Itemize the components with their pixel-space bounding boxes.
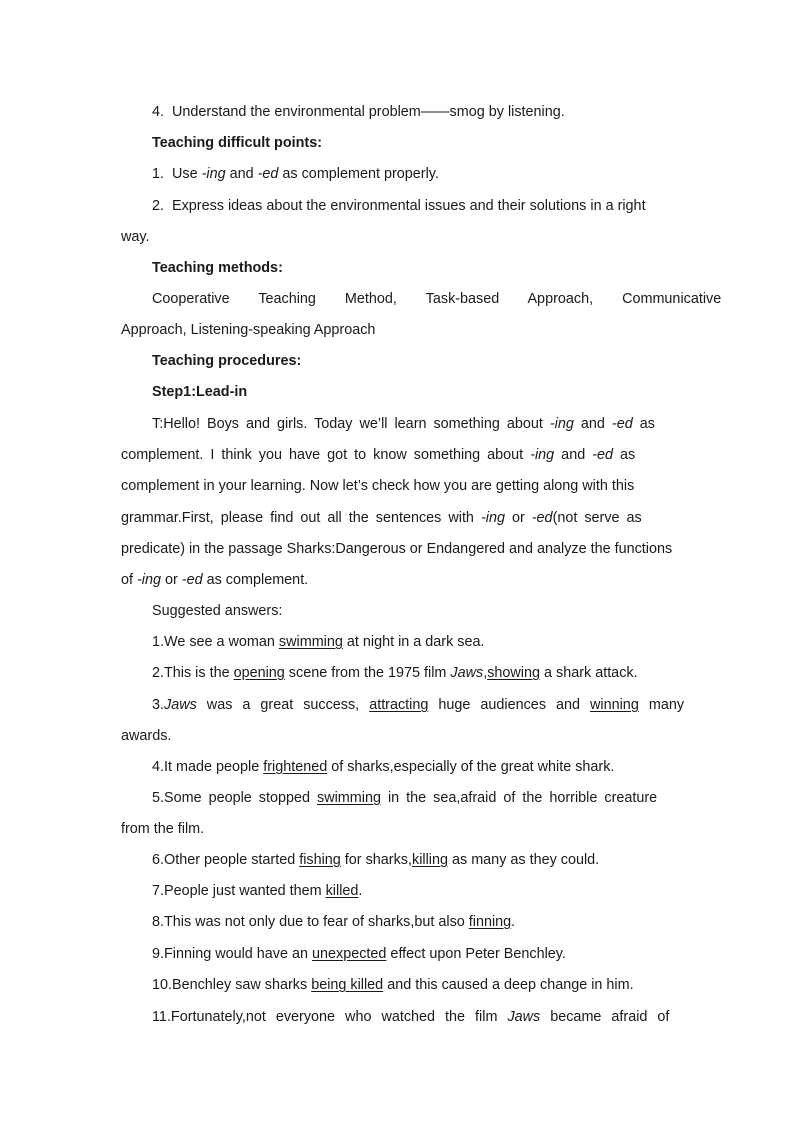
methods-line-1: Cooperative Teaching Method, Task-based Approach, Communicative: [152, 291, 722, 307]
procedures-heading: Teaching procedures:: [152, 353, 302, 369]
answer-11: 11.Fortunately,not everyone who watched the film Jaws became afraid of: [152, 1009, 670, 1025]
methods-heading: Teaching methods:: [152, 260, 283, 276]
intro-line-3: complement in your learning. Now let’s check how you are getting along with this: [121, 478, 635, 494]
intro-line-1: T:Hello! Boys and girls. Today we’ll learn something about -ing and -ed as: [152, 416, 655, 432]
answer-6: 6.Other people started fishing for sharks,killing as many as they could.: [152, 852, 600, 868]
answer-3-line-2: awards.: [121, 728, 172, 744]
answer-7: 7.People just wanted them killed.: [152, 883, 363, 899]
step1-heading: Step1:Lead-in: [152, 384, 248, 400]
answer-8: 8.This was not only due to fear of sharks,but also finning.: [152, 914, 516, 930]
difficult-points-heading: Teaching difficult points:: [152, 135, 323, 151]
objective-item-4: 4. Understand the environmental problem——smog by listening.: [152, 104, 565, 120]
methods-line-2: Approach, Listening-speaking Approach: [121, 322, 376, 338]
difficult-point-2-line-1: 2. Express ideas about the environmental issues and their solutions in a right: [152, 198, 646, 214]
answer-10: 10.Benchley saw sharks being killed and this caused a deep change in him.: [152, 977, 634, 993]
intro-line-4: grammar.First, please find out all the sentences with -ing or -ed(not serve as: [121, 510, 642, 526]
intro-line-2: complement. I think you have got to know something about -ing and -ed as: [121, 447, 636, 463]
suggested-answers-heading: Suggested answers:: [152, 603, 283, 619]
answer-5-line-1: 5.Some people stopped swimming in the sea,afraid of the horrible creature: [152, 790, 658, 806]
answer-3-line-1: 3.Jaws was a great success, attracting huge audiences and winning many: [152, 697, 685, 713]
difficult-point-1: 1. Use -ing and -ed as complement properly.: [152, 166, 439, 182]
answer-9: 9.Finning would have an unexpected effect upon Peter Benchley.: [152, 946, 566, 962]
answer-2: 2.This is the opening scene from the 1975 film Jaws,showing a shark attack.: [152, 665, 638, 681]
answer-4: 4.It made people frightened of sharks,especially of the great white shark.: [152, 759, 615, 775]
intro-line-6: of -ing or -ed as complement.: [121, 572, 309, 588]
intro-line-5: predicate) in the passage Sharks:Dangerous or Endangered and analyze the functions: [121, 541, 673, 557]
answer-1: 1.We see a woman swimming at night in a dark sea.: [152, 634, 485, 650]
answer-5-line-2: from the film.: [121, 821, 205, 837]
difficult-point-2-line-2: way.: [121, 229, 150, 245]
